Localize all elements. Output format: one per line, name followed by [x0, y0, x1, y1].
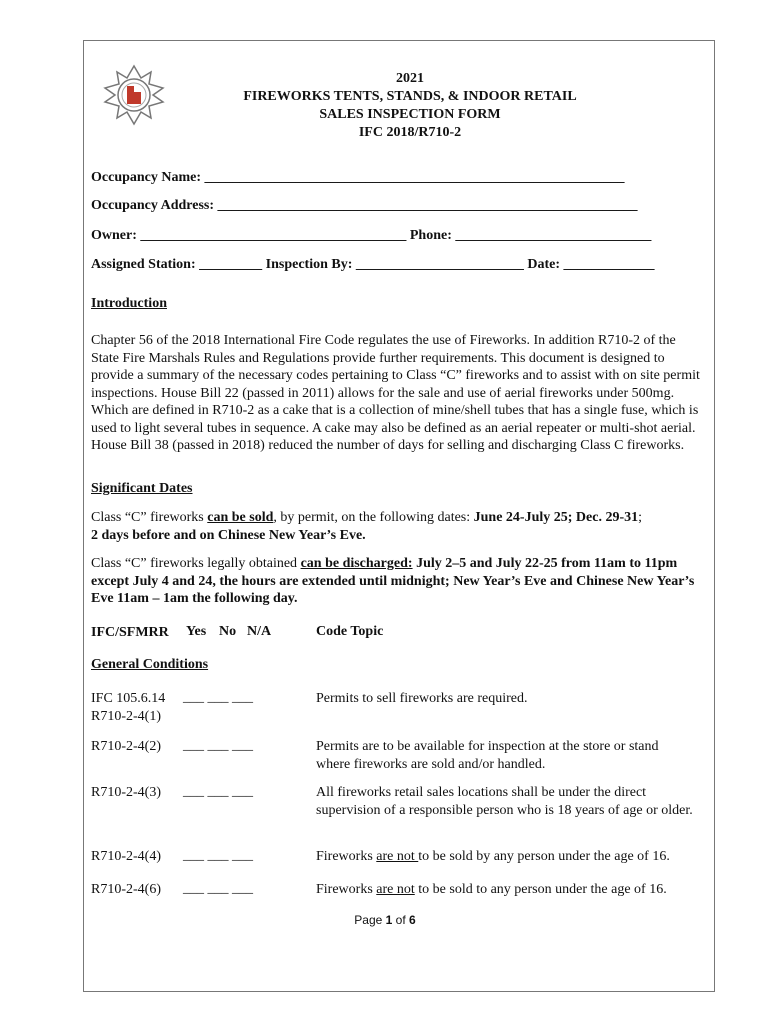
yes-no-na-checkboxes[interactable]: ___ ___ ___ [183, 690, 253, 705]
general-conditions-heading: General Conditions [91, 657, 209, 672]
yes-no-na-checkboxes[interactable]: ___ ___ ___ [183, 784, 253, 799]
row-code: R710-2-4(6) [91, 882, 161, 897]
row-topic: Permits to sell fireworks are required. [316, 691, 528, 706]
row-topic: Fireworks are not to be sold by any person under the age of 16. [316, 849, 670, 864]
form-code-reference: IFC 2018/R710-2 [358, 125, 462, 140]
row-topic: All fireworks retail sales locations shall be under the direct supervision of a responsible person who is 18 years of age or older. [316, 785, 693, 818]
row-code: IFC 105.6.14 R710-2-4(1) [91, 691, 166, 724]
discharge-dates-paragraph: Class “C” fireworks legally obtained can be discharged: July 2–5 and July 22-25 from 11am to 11pm except July 4 and 24, the hours are extended until midnight; New Year’s Eve and Chinese New Year’s Eve 11am – 1am the following day. [91, 556, 695, 606]
row-code: R710-2-4(2) [91, 739, 161, 754]
page-number: Page 1 of 6 [354, 913, 416, 927]
introduction-heading: Introduction [91, 296, 167, 311]
row-code: R710-2-4(3) [91, 785, 161, 800]
form-title-line1: FIREWORKS TENTS, STANDS, & INDOOR RETAIL [243, 89, 577, 104]
column-header-code: IFC/SFMRR [91, 625, 169, 640]
occupancy-name-field[interactable]: Occupancy Name: ____________________________________________________________ [91, 170, 625, 185]
row-topic: Fireworks are not to be sold to any person under the age of 16. [316, 882, 667, 897]
yes-no-na-checkboxes[interactable]: ___ ___ ___ [183, 881, 253, 896]
column-header-topic: Code Topic [316, 624, 384, 639]
form-title-line2: SALES INSPECTION FORM [319, 107, 501, 122]
yes-no-na-checkboxes[interactable]: ___ ___ ___ [183, 848, 253, 863]
owner-phone-field[interactable]: Owner: ______________________________________ Phone: ____________________________ [91, 228, 652, 243]
form-year: 2021 [396, 71, 424, 86]
occupancy-address-field[interactable]: Occupancy Address: ____________________________________________________________ [91, 198, 638, 213]
column-header-na: N/A [247, 624, 272, 639]
sales-dates-paragraph: Class “C” fireworks can be sold, by permit, on the following dates: June 24-July 25; Dec. 29-31; 2 days before and on Chinese New Year’s Eve. [91, 510, 643, 543]
yes-no-na-checkboxes[interactable]: ___ ___ ___ [183, 738, 253, 753]
introduction-text: Chapter 56 of the 2018 International Fire Code regulates the use of Fireworks. In addition R710-2 of the State Fire Marshals Rules and Regulations provide further requirements. This document is designed to provide a summary of the necessary codes pertaining to Class “C” fireworks and to assist with on site permit inspections. House Bill 22 (passed in 2011) allows for the sale and use of aerial fireworks under 500mg. Which are defined in R710-2 as a cake that is a collection of mine/shell tubes that has a single fuse, which is used to light several tubes in sequence. A cake may also be defined as an aerial repeater or multi-shot aerial. House Bill 38 (passed in 2018) reduced the number of days for selling and discharging Class C fireworks. [91, 333, 700, 453]
fire-marshal-badge-logo [103, 64, 165, 126]
row-code: R710-2-4(4) [91, 849, 161, 864]
row-topic: Permits are to be available for inspection at the store or stand where fireworks are sold and/or handled. [316, 739, 659, 772]
station-inspector-date-field[interactable]: Assigned Station: _________ Inspection By: ________________________ Date: _____________ [91, 257, 655, 272]
column-header-no: No [219, 624, 237, 639]
significant-dates-heading: Significant Dates [91, 481, 193, 496]
column-header-yes: Yes [186, 624, 207, 639]
